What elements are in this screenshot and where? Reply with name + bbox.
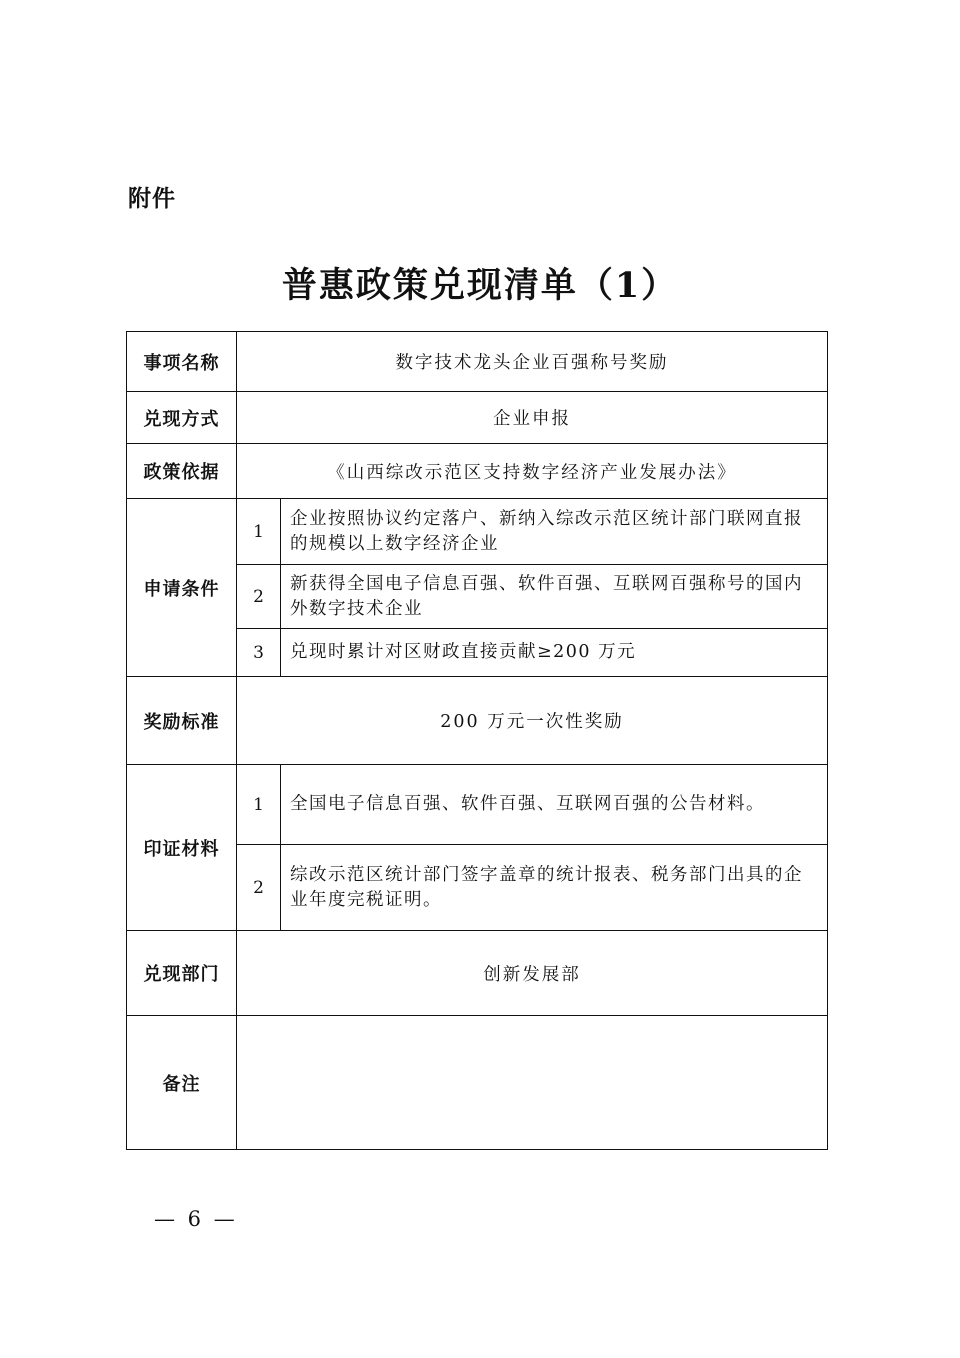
condition-text: 兑现时累计对区财政直接贡献≥200 万元 (281, 629, 828, 677)
row-reward-standard (127, 677, 828, 765)
redemption-method-label: 兑现方式 (127, 392, 237, 444)
material-number: 1 (237, 765, 281, 845)
row-material-1 (127, 765, 828, 845)
redemption-department-label: 兑现部门 (127, 931, 237, 1016)
application-conditions-label: 申请条件 (127, 499, 237, 677)
row-redemption-method (127, 392, 828, 444)
page-number: — 6 — (154, 1207, 238, 1231)
attachment-label: 附件 (128, 186, 176, 212)
policy-basis-value: 《山西综改示范区支持数字经济产业发展办法》 (237, 444, 828, 499)
item-name-value: 数字技术龙头企业百强称号奖励 (237, 332, 828, 392)
supporting-materials-label: 印证材料 (127, 765, 237, 931)
material-number: 2 (237, 845, 281, 931)
row-redemption-department (127, 931, 828, 1016)
row-condition-1 (127, 499, 828, 565)
reward-standard-value: 200 万元一次性奖励 (237, 677, 828, 765)
material-text: 全国电子信息百强、软件百强、互联网百强的公告材料。 (281, 765, 828, 845)
redemption-department-value: 创新发展部 (237, 931, 828, 1016)
row-policy-basis (127, 444, 828, 499)
document-title: 普惠政策兑现清单（1） (281, 265, 679, 306)
row-item-name (127, 332, 828, 392)
policy-table (126, 331, 828, 1150)
remarks-value (237, 1016, 828, 1150)
condition-text: 企业按照协议约定落户、新纳入综改示范区统计部门联网直报的规模以上数字经济企业 (281, 499, 828, 565)
policy-basis-label: 政策依据 (127, 444, 237, 499)
remarks-label: 备注 (127, 1016, 237, 1150)
redemption-method-value: 企业申报 (237, 392, 828, 444)
reward-standard-label: 奖励标准 (127, 677, 237, 765)
condition-text: 新获得全国电子信息百强、软件百强、互联网百强称号的国内外数字技术企业 (281, 565, 828, 629)
condition-number: 3 (237, 629, 281, 677)
condition-number: 2 (237, 565, 281, 629)
row-remarks (127, 1016, 828, 1150)
material-text: 综改示范区统计部门签字盖章的统计报表、税务部门出具的企业年度完税证明。 (281, 845, 828, 931)
item-name-label: 事项名称 (127, 332, 237, 392)
condition-number: 1 (237, 499, 281, 565)
